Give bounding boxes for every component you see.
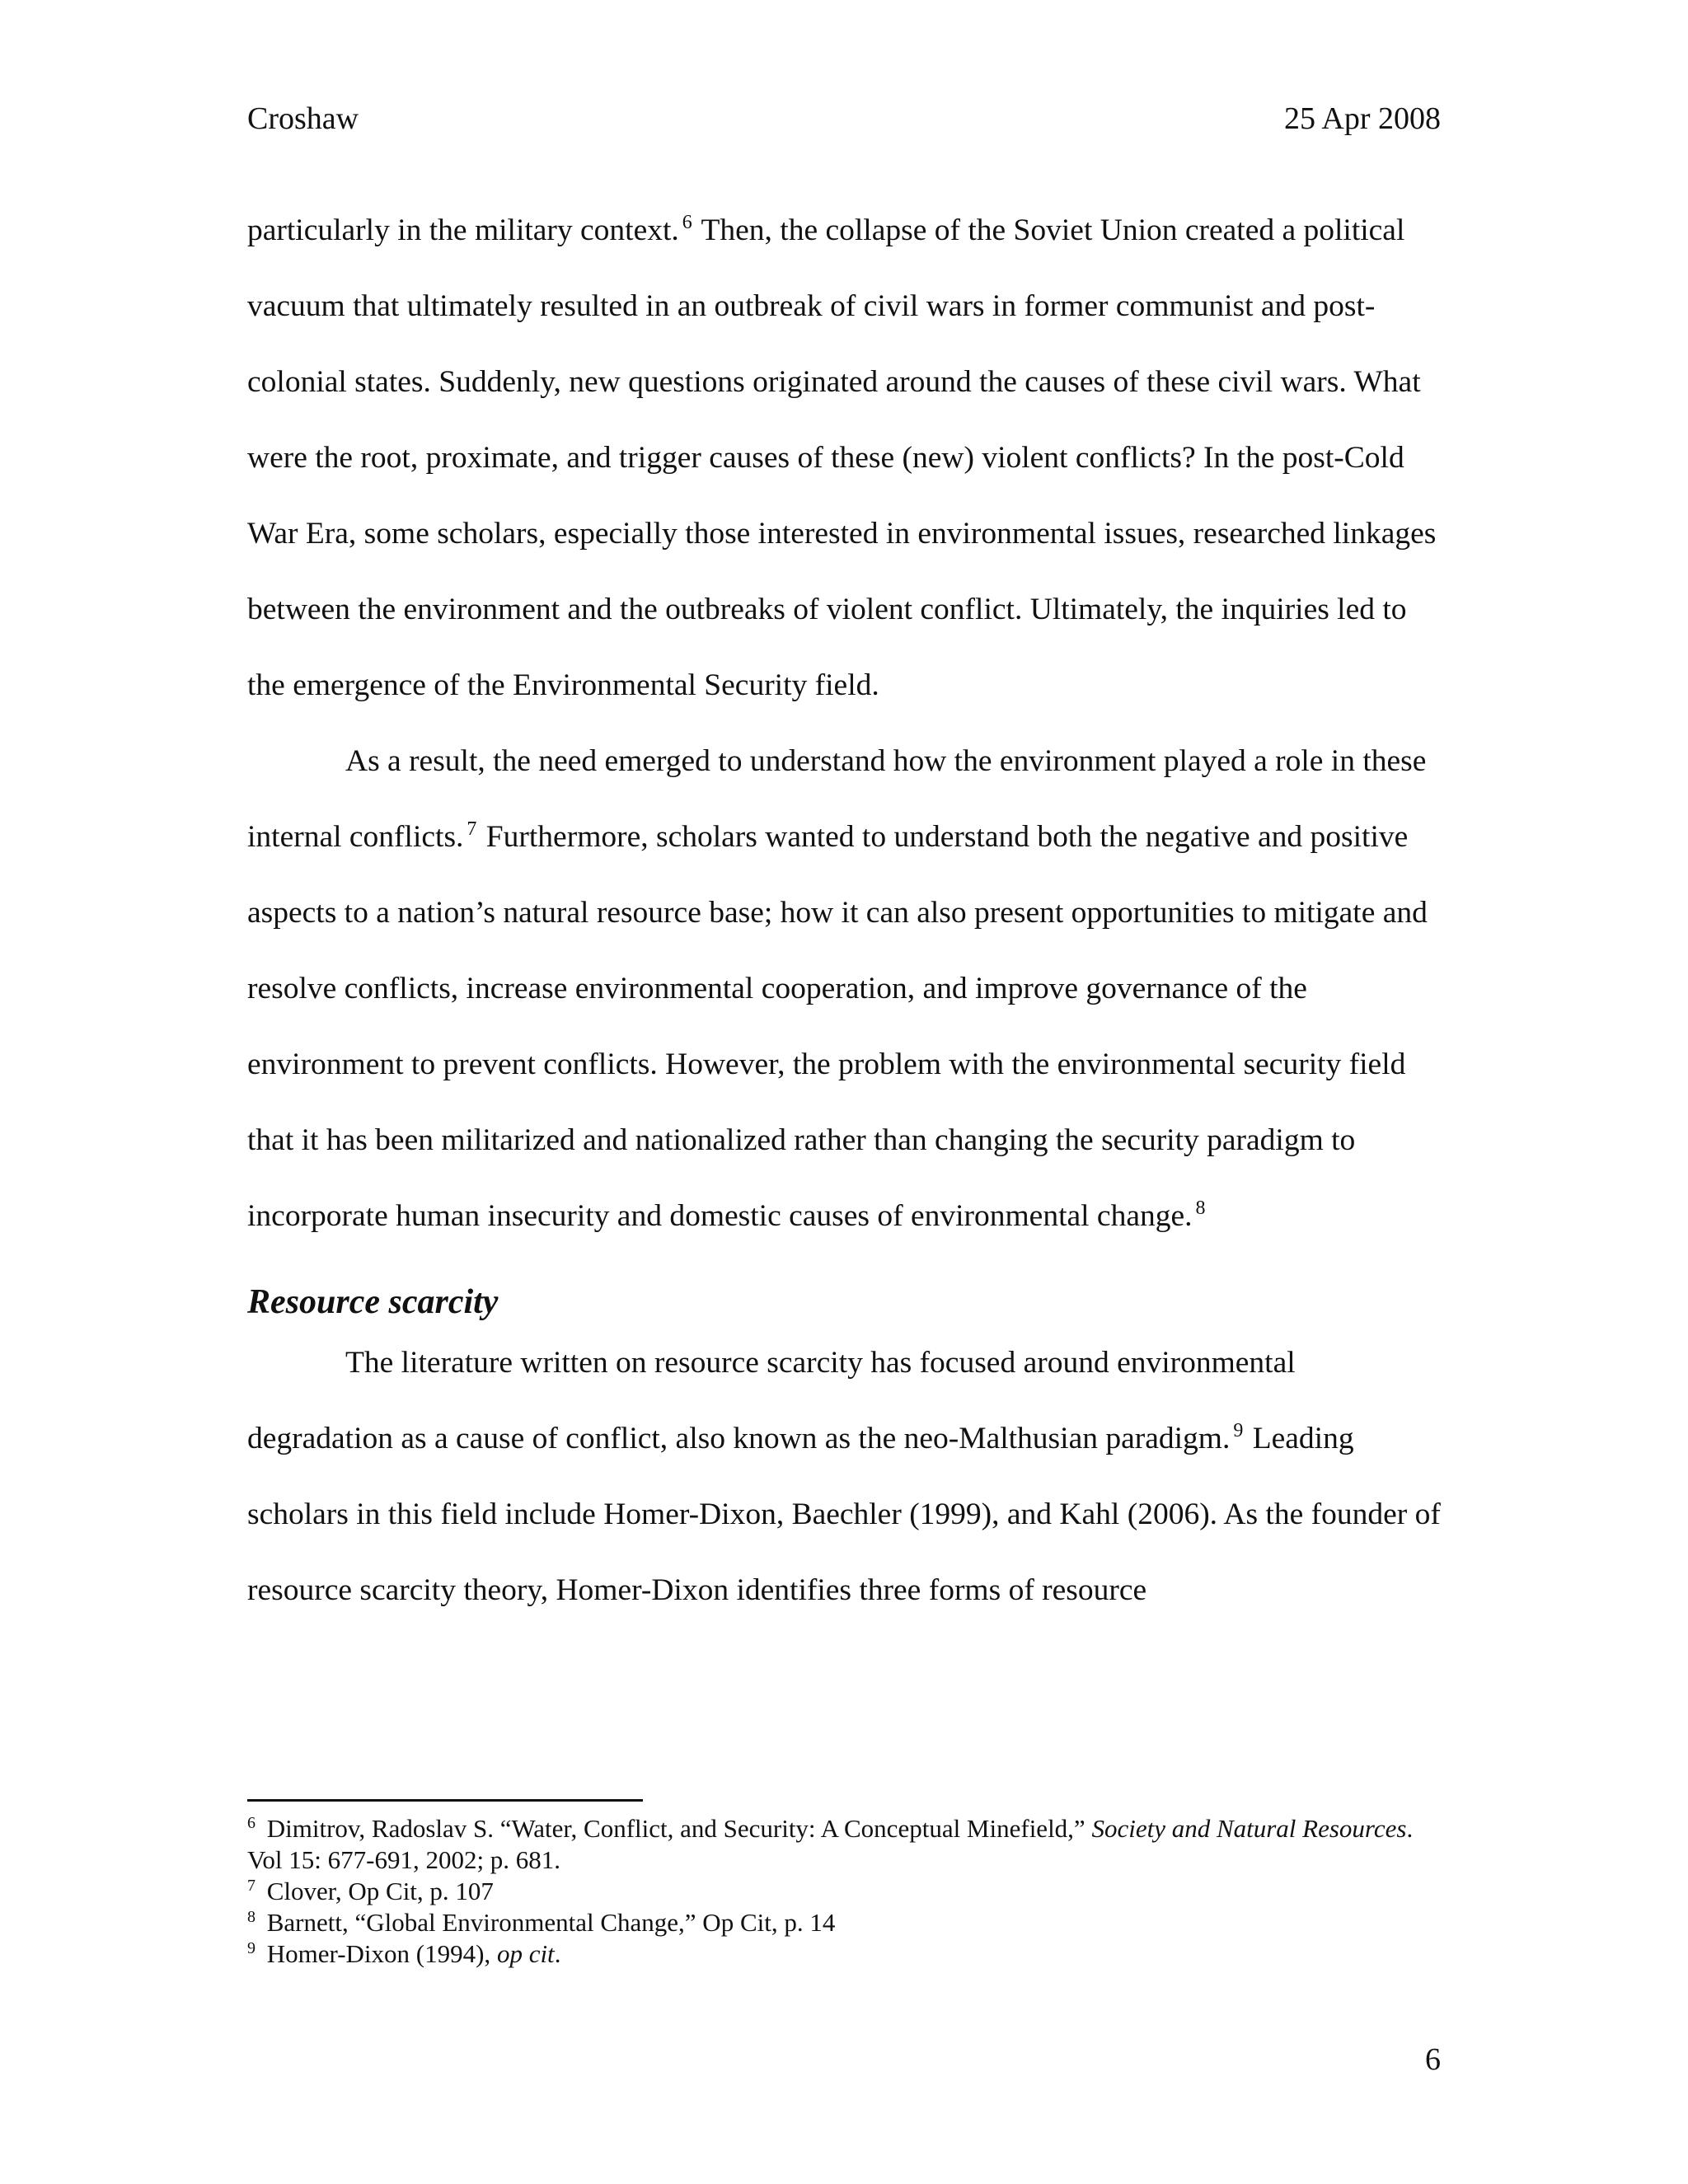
paragraph-1	[247, 193, 1442, 724]
footnote-number: 8	[247, 1908, 256, 1926]
footnote-ref-9: 9	[1233, 1420, 1244, 1441]
footnote-6	[247, 1813, 1442, 1876]
running-header-date: 25 Apr 2008	[1284, 101, 1441, 136]
footnote-text: Homer-Dixon (1994),	[260, 1939, 497, 1968]
paragraph-1-text-a: particularly in the military context.	[247, 213, 679, 247]
body-text	[247, 193, 1442, 1629]
footnote-text: Barnett, “Global Environmental Change,” Op Cit, p. 14	[260, 1908, 836, 1937]
footnotes	[247, 1813, 1442, 1970]
paragraph-2-text-a: As a result, the need emerged to understand how the environment played a role in these internal conflicts.	[247, 744, 1427, 854]
paragraph-2-text-b: Furthermore, scholars wanted to understand both the negative and positive aspects to a nation’s natural resource base; how it can also present opportunities to mitigate and resolve conflicts, increase environmental cooperation, and improve governance of the environment to prevent conflicts. However, the problem with the environmental security field that it has been militarized and nationalized rather than changing the security paradigm to incorporate human insecurity and domestic causes of environmental change.	[247, 820, 1428, 1233]
footnote-number: 7	[247, 1877, 256, 1895]
footnote-text: Clover, Op Cit, p. 107	[260, 1877, 494, 1905]
footnote-ref-6: 6	[682, 212, 692, 233]
footnote-7	[247, 1876, 1442, 1907]
footnote-ref-8: 8	[1195, 1197, 1206, 1219]
footnote-number: 9	[247, 1939, 256, 1957]
paragraph-3-text-b: Leading scholars in this field include Homer-Dixon, Baechler (1999), and Kahl (2006). As the founder of resource scarcity theory, Homer-Dixon identifies three forms of resource	[247, 1422, 1441, 1607]
paragraph-1-text-b: Then, the collapse of the Soviet Union created a political vacuum that ultimately resulted in an outbreak of civil wars in former communist and post-colonial states. Suddenly, new questions originated around the causes of these civil wars. What were the root, proximate, and trigger causes of these (new) violent conflicts? In the post-Cold War Era, some scholars, especially those interested in environmental issues, researched linkages between the environment and the outbreaks of violent conflict. Ultimately, the inquiries led to the emergence of the Environmental Security field.	[247, 213, 1437, 702]
paragraph-3	[247, 1325, 1442, 1629]
footnote-number: 6	[247, 1814, 256, 1832]
paragraph-2	[247, 724, 1442, 1254]
footnote-8	[247, 1907, 1442, 1938]
footnote-text-after: . Vol 15: 677-691, 2002; p. 681.	[247, 1814, 1414, 1874]
footnote-separator	[247, 1799, 643, 1802]
paragraph-3-text-a: The literature written on resource scarcity has focused around environmental degradation as a cause of conflict, also known as the neo-Malthusian paradigm.	[247, 1346, 1296, 1455]
running-header-author: Croshaw	[247, 101, 359, 136]
footnote-text-after: .	[554, 1939, 561, 1968]
footnote-italic-title: Society and Natural Resources	[1091, 1814, 1407, 1843]
section-heading: Resource scarcity	[247, 1283, 499, 1321]
footnote-ref-7: 7	[467, 818, 477, 840]
page-number: 6	[1425, 2042, 1441, 2077]
footnote-9	[247, 1938, 1442, 1970]
footnote-italic-op-cit: op cit	[496, 1939, 555, 1968]
footnote-text: Dimitrov, Radoslav S. “Water, Conflict, and Security: A Conceptual Minefield,”	[260, 1814, 1092, 1843]
